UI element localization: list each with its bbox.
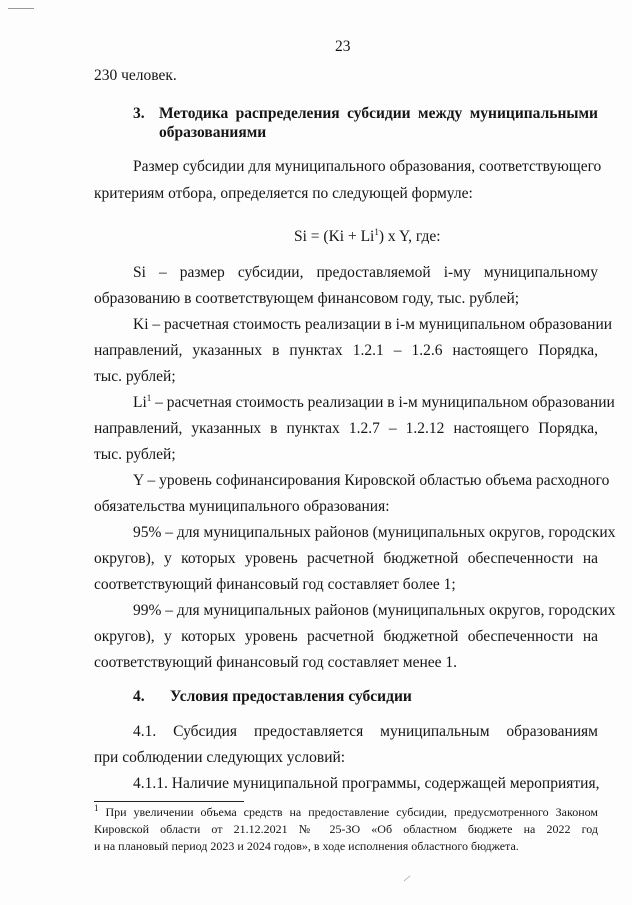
text-line: Размер субсидии для муниципального образования, соответствующего xyxy=(133,158,602,175)
text-line: Si – размер субсидии, предоставляемой i-му муниципальному xyxy=(133,264,598,281)
text-line: 95% – для муниципальных районов (муниципальных округов, городских xyxy=(133,524,616,541)
scan-mark xyxy=(8,8,34,9)
page-number: 23 xyxy=(335,38,351,55)
text-line: соответствующий финансовый год составляет более 1; xyxy=(94,576,456,593)
text-line: критериям отбора, определяется по следующей формуле: xyxy=(94,185,473,202)
text-line: 230 человек. xyxy=(94,67,177,84)
footnote-line: Кировской области от 21.12.2021 № 25-ЗО «Об областном бюджете на 2022 год xyxy=(94,822,598,836)
text-line: 4.1. Субсидия предоставляется муниципальным образованиям xyxy=(133,723,598,740)
text-line: округов), у которых уровень расчетной бюджетной обеспеченности на xyxy=(94,628,598,645)
text-line: Ki – расчетная стоимость реализации в i-м муниципальном образовании xyxy=(133,316,613,333)
text-line: направлений, указанных в пунктах 1.2.1 – 1.2.6 настоящего Порядка, xyxy=(94,342,598,359)
text-line: направлений, указанных в пунктах 1.2.7 – 1.2.12 настоящего Порядка, xyxy=(94,420,598,437)
text-line: округов), у которых уровень расчетной бюджетной обеспеченности на xyxy=(94,550,598,567)
formula: $Si = (Ki + Li^1)$ x Y, где: xyxy=(294,226,441,245)
text-line: образованию в соответствующем финансовом году, тыс. рублей; xyxy=(94,290,520,307)
section-4-number: 4. xyxy=(133,688,145,705)
footnote-line: и на плановый период 2023 и 2024 годов», в ходе исполнения областного бюджета. xyxy=(94,839,519,853)
footnote-mark: 1 xyxy=(94,803,99,813)
section-3-heading: Методика распределения субсидии между муниципальными xyxy=(159,105,598,122)
section-3-heading-cont: образованиями xyxy=(159,124,267,141)
text-line: при соблюдении следующих условий: xyxy=(94,749,346,766)
text-line: тыс. рублей; xyxy=(94,368,176,385)
text-line: соответствующий финансовый год составляет менее 1. xyxy=(94,654,458,671)
section-4-heading: Условия предоставления субсидии xyxy=(170,688,412,705)
section-3-number: 3. xyxy=(133,105,145,122)
text-line: тыс. рублей; xyxy=(94,446,176,463)
text-line: Li$^1$ – расчетная стоимость реализации в i-м муниципальном образовании xyxy=(133,392,615,411)
text-line: 99% – для муниципальных районов (муниципальных округов, городских xyxy=(133,602,616,619)
text-line: 4.1.1. Наличие муниципальной программы, содержащей мероприятия, xyxy=(133,775,600,792)
text-line: Y – уровень софинансирования Кировской областью объема расходного xyxy=(133,472,610,489)
scan-speck xyxy=(404,876,411,882)
footnote-line: $^1$ При увеличении объема средств на предоставление субсидии, предусмотренного Законом xyxy=(94,803,598,819)
text-line: обязательства муниципального образования: xyxy=(94,498,390,515)
footnote-divider xyxy=(94,801,244,802)
